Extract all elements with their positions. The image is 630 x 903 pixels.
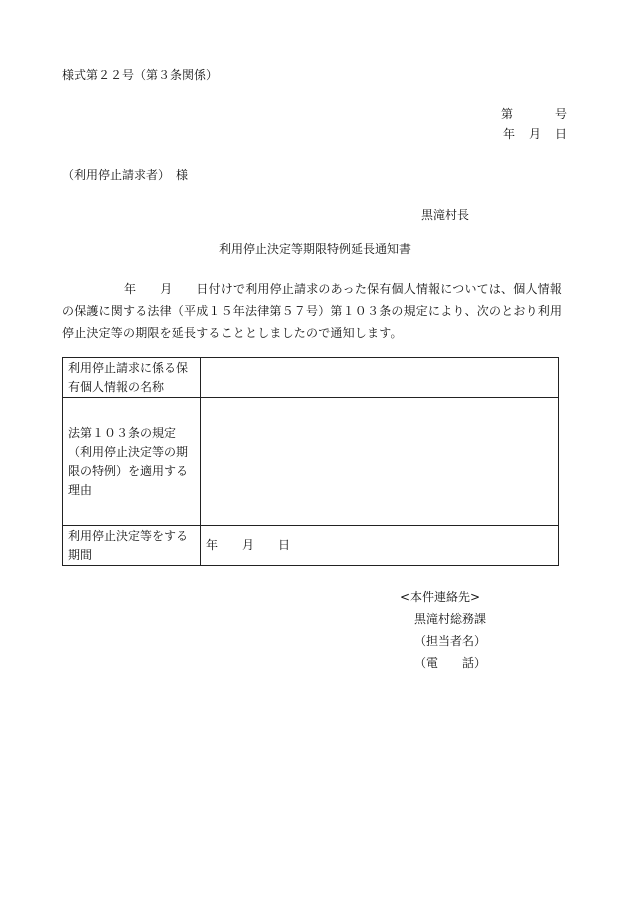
document-title: 利用停止決定等期限特例延長通知書 [218, 242, 411, 256]
contact-heading: <本件連絡先> [400, 590, 481, 604]
table-row [63, 526, 559, 566]
reason-value [201, 398, 559, 526]
contact-info [400, 586, 486, 674]
contact-department: 黒滝村総務課 [414, 612, 487, 626]
table-row [63, 358, 559, 398]
contact-person: （担当者名） [414, 634, 487, 648]
info-name-value [201, 358, 559, 398]
period-day: 日 [278, 538, 291, 552]
period-year: 年 [206, 538, 219, 552]
contact-phone: （電 話） [414, 656, 487, 670]
notice-body [62, 278, 568, 344]
extension-info-table [62, 357, 559, 566]
issue-date-day: 日 [554, 127, 567, 141]
body-date-year: 年 [124, 282, 137, 296]
form-number: 様式第２２号（第３条関係） [62, 68, 219, 82]
issue-date [501, 124, 567, 144]
doc-number-prefix: 第 [500, 107, 513, 121]
document-number-and-date [501, 104, 567, 144]
period-label: 利用停止決定等をする期間 [63, 526, 201, 566]
doc-number-suffix: 号 [554, 107, 567, 121]
issue-date-year: 年 [502, 127, 515, 141]
info-name-label: 利用停止請求に係る保有個人情報の名称 [63, 358, 201, 398]
document-number [501, 104, 567, 124]
body-text: 日付けで利用停止請求のあった保有個人情報については、個人情報の保護に関する法律（平成１５年法律第５７号）第１０３条の規定により、次のとおり利用停止決定等の期限を延長することとしましたので通知します。 [62, 282, 563, 340]
addressee: （利用停止請求者） 様 [62, 168, 189, 182]
body-date-month: 月 [160, 282, 173, 296]
period-month: 月 [242, 538, 255, 552]
issue-date-month: 月 [528, 127, 541, 141]
sender: 黒滝村長 [421, 208, 470, 222]
reason-label: 法第１０３条の規定（利用停止決定等の期限の特例）を適用する理由 [63, 398, 201, 526]
table-row [63, 398, 559, 526]
period-value [201, 526, 559, 566]
